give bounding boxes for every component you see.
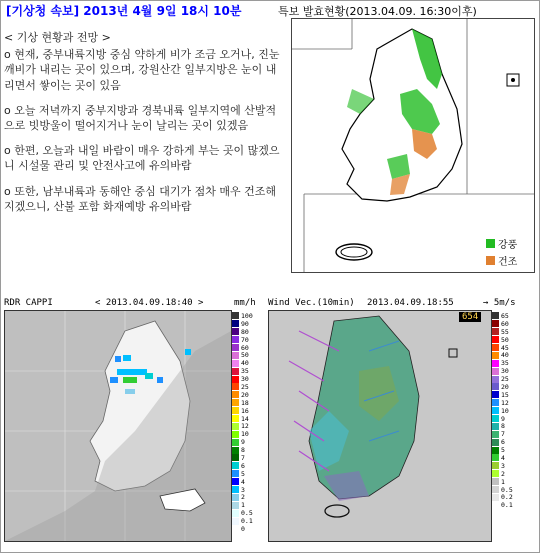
radar-colorbar-step [232, 509, 258, 517]
wind-colorbar-step [492, 367, 518, 375]
wind-colorbar-swatch [492, 407, 499, 414]
radar-colorbar-swatch [232, 368, 239, 375]
radar-colorbar-step [232, 312, 258, 320]
wind-colorbar-swatch [492, 344, 499, 351]
wind-colorbar-label: 45 [501, 343, 509, 352]
radar-colorbar-step [232, 501, 258, 509]
radar-colorbar-label: 0.5 [241, 509, 253, 518]
legend-label-gale: 강풍 [498, 240, 518, 251]
radar-colorbar-step [232, 375, 258, 383]
radar-colorbar-label: 40 [241, 359, 249, 368]
radar-colorbar-swatch [232, 312, 239, 319]
wind-colorbar-step [492, 446, 518, 454]
wind-colorbar-step [492, 351, 518, 359]
wind-colorbar-label: 8 [501, 422, 505, 431]
bulletin-paragraph: o 현재, 중부내륙지방 중심 약하게 비가 조금 오거나, 진눈깨비가 내리는 곳이 있으며, 강원산간 일부지방은 눈이 내리면서 쌓이는 곳이 있음 [4, 48, 280, 92]
radar-colorbar-swatch [232, 518, 239, 525]
radar-colorbar-step [232, 399, 258, 407]
wind-colorbar-step [492, 486, 518, 494]
wind-colorbar-swatch [492, 478, 499, 485]
radar-colorbar-label: 6 [241, 461, 245, 470]
radar-colorbar-step [232, 383, 258, 391]
wind-colorbar-label: 65 [501, 311, 509, 320]
radar-colorbar-swatch [232, 415, 239, 422]
radar-colorbar-step [232, 446, 258, 454]
radar-colorbar-step [232, 351, 258, 359]
radar-colorbar-step [232, 486, 258, 494]
wind-colorbar-step [492, 407, 518, 415]
wind-colorbar-label: 10 [501, 406, 509, 415]
radar-colorbar-swatch [232, 383, 239, 390]
wind-colorbar-swatch [492, 312, 499, 319]
radar-colorbar-label: 16 [241, 406, 249, 415]
wind-unit: → 5m/s [483, 298, 516, 308]
wind-colorbar-label: 3 [501, 461, 505, 470]
radar-colorbar-swatch [232, 344, 239, 351]
radar-colorbar-label: 3 [241, 485, 245, 494]
wind-title: Wind Vec.(10min) [268, 298, 355, 308]
legend-swatch-gale [486, 239, 495, 248]
wind-colorbar-label: 5 [501, 446, 505, 455]
wind-colorbar-step [492, 391, 518, 399]
wind-colorbar-swatch [492, 352, 499, 359]
bulletin-paragraph: o 한편, 오늘과 내일 바람이 매우 강하게 부는 곳이 많겠으니 시설물 관리 및 안전사고에 유의바람 [4, 144, 280, 173]
radar-colorbar-step [232, 462, 258, 470]
wind-colorbar-step [492, 422, 518, 430]
radar-colorbar-swatch [232, 391, 239, 398]
wind-colorbar-label: 20 [501, 382, 509, 391]
wind-colorbar-step [492, 470, 518, 478]
bulletin-title: [기상청 속보] 2013년 4월 9일 18시 10분 [6, 4, 242, 18]
radar-colorbar-swatch [232, 399, 239, 406]
radar-colorbar-step [232, 391, 258, 399]
wind-colorbar-step [492, 344, 518, 352]
radar-colorbar-label: 0.1 [241, 517, 253, 526]
radar-colorbar-step [232, 493, 258, 501]
radar-colorbar-swatch [232, 447, 239, 454]
wind-timestamp: 2013.04.09.18:55 [367, 298, 454, 308]
bulletin-body [4, 30, 282, 224]
radar-colorbar-swatch [232, 360, 239, 367]
radar-colorbar-swatch [232, 423, 239, 430]
radar-colorbar-step [232, 320, 258, 328]
wind-colorbar-step [492, 415, 518, 423]
radar-colorbar-step [232, 415, 258, 423]
radar-colorbar-label: 100 [241, 311, 253, 320]
legend-item-gale [486, 236, 528, 251]
bulletin-paragraph: o 또한, 남부내륙과 동해안 중심 대기가 점차 매우 건조해지겠으니, 산불 포함 화재예방 유의바람 [4, 184, 276, 213]
wind-colorbar-step [492, 438, 518, 446]
wind-colorbar-swatch [492, 447, 499, 454]
wind-colorbar-step [492, 383, 518, 391]
radar-colorbar-swatch [232, 376, 239, 383]
radar-unit: mm/h [234, 298, 256, 308]
radar-colorbar-swatch [232, 470, 239, 477]
radar-colorbar-step [232, 422, 258, 430]
warning-map[interactable] [291, 18, 535, 273]
wind-colorbar-swatch [492, 368, 499, 375]
radar-colorbar-swatch [232, 431, 239, 438]
wind-colorbar-swatch [492, 439, 499, 446]
radar-colorbar-swatch [232, 439, 239, 446]
legend-item-dry [486, 253, 528, 268]
radar-colorbar-label: 14 [241, 414, 249, 423]
wind-colorbar-step [492, 320, 518, 328]
radar-title: RDR CAPPI [4, 298, 53, 308]
wind-colorbar-step [492, 336, 518, 344]
wind-colorbar-label: 4 [501, 453, 505, 462]
radar-colorbar [232, 312, 258, 533]
wind-colorbar-label: 6 [501, 438, 505, 447]
radar-colorbar-swatch [232, 352, 239, 359]
radar-colorbar-step [232, 359, 258, 367]
wind-colorbar-swatch [492, 494, 499, 501]
wind-colorbar-swatch [492, 399, 499, 406]
wind-colorbar-label: 60 [501, 319, 509, 328]
wind-colorbar-label: 1 [501, 477, 505, 486]
radar-colorbar-label: 8 [241, 446, 245, 455]
radar-colorbar-swatch [232, 494, 239, 501]
legend-swatch-dry [486, 256, 495, 265]
section-heading: < 기상 현황과 전망 > [4, 31, 111, 44]
radar-colorbar-step [232, 407, 258, 415]
wind-colorbar-label: 50 [501, 335, 509, 344]
radar-colorbar-label: 10 [241, 430, 249, 439]
wind-colorbar-swatch [492, 431, 499, 438]
radar-colorbar-step [232, 470, 258, 478]
radar-colorbar-label: 90 [241, 319, 249, 328]
radar-colorbar-step [232, 344, 258, 352]
radar-colorbar-step [232, 328, 258, 336]
radar-map[interactable] [4, 310, 232, 542]
radar-colorbar-swatch [232, 525, 239, 532]
radar-colorbar-label: 80 [241, 327, 249, 336]
radar-colorbar-label: 70 [241, 335, 249, 344]
radar-colorbar-swatch [232, 502, 239, 509]
wind-colorbar-swatch [492, 336, 499, 343]
wind-colorbar-step [492, 501, 518, 509]
radar-colorbar-step [232, 478, 258, 486]
radar-colorbar-label: 5 [241, 469, 245, 478]
wind-colorbar-step [492, 328, 518, 336]
wind-colorbar-label: 55 [501, 327, 509, 336]
wind-colorbar-step [492, 493, 518, 501]
radar-colorbar-label: 50 [241, 351, 249, 360]
radar-colorbar-step [232, 517, 258, 525]
wind-colorbar-step [492, 454, 518, 462]
radar-colorbar-label: 9 [241, 438, 245, 447]
radar-colorbar-label: 4 [241, 477, 245, 486]
wind-colorbar-label: 12 [501, 398, 509, 407]
wind-colorbar-swatch [492, 423, 499, 430]
radar-colorbar-label: 7 [241, 453, 245, 462]
radar-colorbar-step [232, 438, 258, 446]
wind-colorbar-label: 7 [501, 430, 505, 439]
wind-colorbar-step [492, 478, 518, 486]
wind-colorbar-label: 2 [501, 469, 505, 478]
radar-colorbar-label: 12 [241, 422, 249, 431]
legend-label-dry: 건조 [498, 257, 518, 268]
radar-colorbar-label: 60 [241, 343, 249, 352]
wind-colorbar-step [492, 375, 518, 383]
wind-colorbar-label: 25 [501, 375, 509, 384]
radar-image [5, 311, 231, 541]
radar-colorbar-swatch [232, 462, 239, 469]
station-count-badge: 654 [459, 312, 481, 322]
wind-colorbar-swatch [492, 502, 499, 509]
radar-colorbar-label: 18 [241, 398, 249, 407]
wind-colorbar-swatch [492, 462, 499, 469]
wind-colorbar-swatch [492, 454, 499, 461]
radar-colorbar-swatch [232, 320, 239, 327]
radar-colorbar-label: 2 [241, 493, 245, 502]
radar-colorbar-label: 1 [241, 501, 245, 510]
radar-colorbar-label: 25 [241, 382, 249, 391]
radar-colorbar-label: 35 [241, 367, 249, 376]
radar-colorbar-swatch [232, 328, 239, 335]
wind-colorbar-swatch [492, 360, 499, 367]
radar-colorbar-label: 20 [241, 390, 249, 399]
wind-colorbar-swatch [492, 376, 499, 383]
warning-legend [486, 234, 528, 268]
radar-timestamp: < 2013.04.09.18:40 > [95, 298, 204, 308]
radar-colorbar-step [232, 525, 258, 533]
wind-colorbar-step [492, 359, 518, 367]
wind-colorbar-label: 0.5 [501, 485, 513, 494]
wind-colorbar-swatch [492, 328, 499, 335]
radar-colorbar-swatch [232, 407, 239, 414]
radar-colorbar-step [232, 336, 258, 344]
wind-colorbar-swatch [492, 320, 499, 327]
wind-colorbar-label: 0.1 [501, 501, 513, 510]
radar-colorbar-swatch [232, 336, 239, 343]
wind-colorbar-step [492, 399, 518, 407]
wind-colorbar-swatch [492, 383, 499, 390]
wind-colorbar-swatch [492, 470, 499, 477]
radar-colorbar-swatch [232, 486, 239, 493]
bulletin-paragraph: o 오늘 저녁까지 중부지방과 경북내륙 일부지역에 산발적으로 빗방울이 떨어지거나 눈이 날리는 곳이 있겠음 [4, 103, 277, 133]
wind-map[interactable] [268, 310, 492, 542]
radar-colorbar-label: 0 [241, 525, 245, 533]
wind-colorbar-label: 9 [501, 414, 505, 423]
wind-colorbar-step [492, 462, 518, 470]
wind-colorbar-label: 15 [501, 390, 509, 399]
wind-colorbar-swatch [492, 391, 499, 398]
radar-colorbar-step [232, 367, 258, 375]
wind-colorbar-swatch [492, 415, 499, 422]
wind-colorbar-label: 40 [501, 351, 509, 360]
wind-image [269, 311, 491, 541]
wind-colorbar-label: 30 [501, 367, 509, 376]
wind-colorbar [492, 312, 518, 509]
radar-colorbar-step [232, 430, 258, 438]
wind-colorbar-step [492, 430, 518, 438]
wind-colorbar-label: 0.2 [501, 493, 513, 502]
radar-colorbar-step [232, 454, 258, 462]
radar-colorbar-swatch [232, 454, 239, 461]
wind-colorbar-swatch [492, 486, 499, 493]
wind-colorbar-step [492, 312, 518, 320]
wind-colorbar-label: 35 [501, 359, 509, 368]
warning-map-title: 특보 발효현황(2013.04.09. 16:30이후) [278, 5, 477, 18]
radar-colorbar-swatch [232, 478, 239, 485]
radar-colorbar-swatch [232, 510, 239, 517]
radar-colorbar-label: 30 [241, 375, 249, 384]
